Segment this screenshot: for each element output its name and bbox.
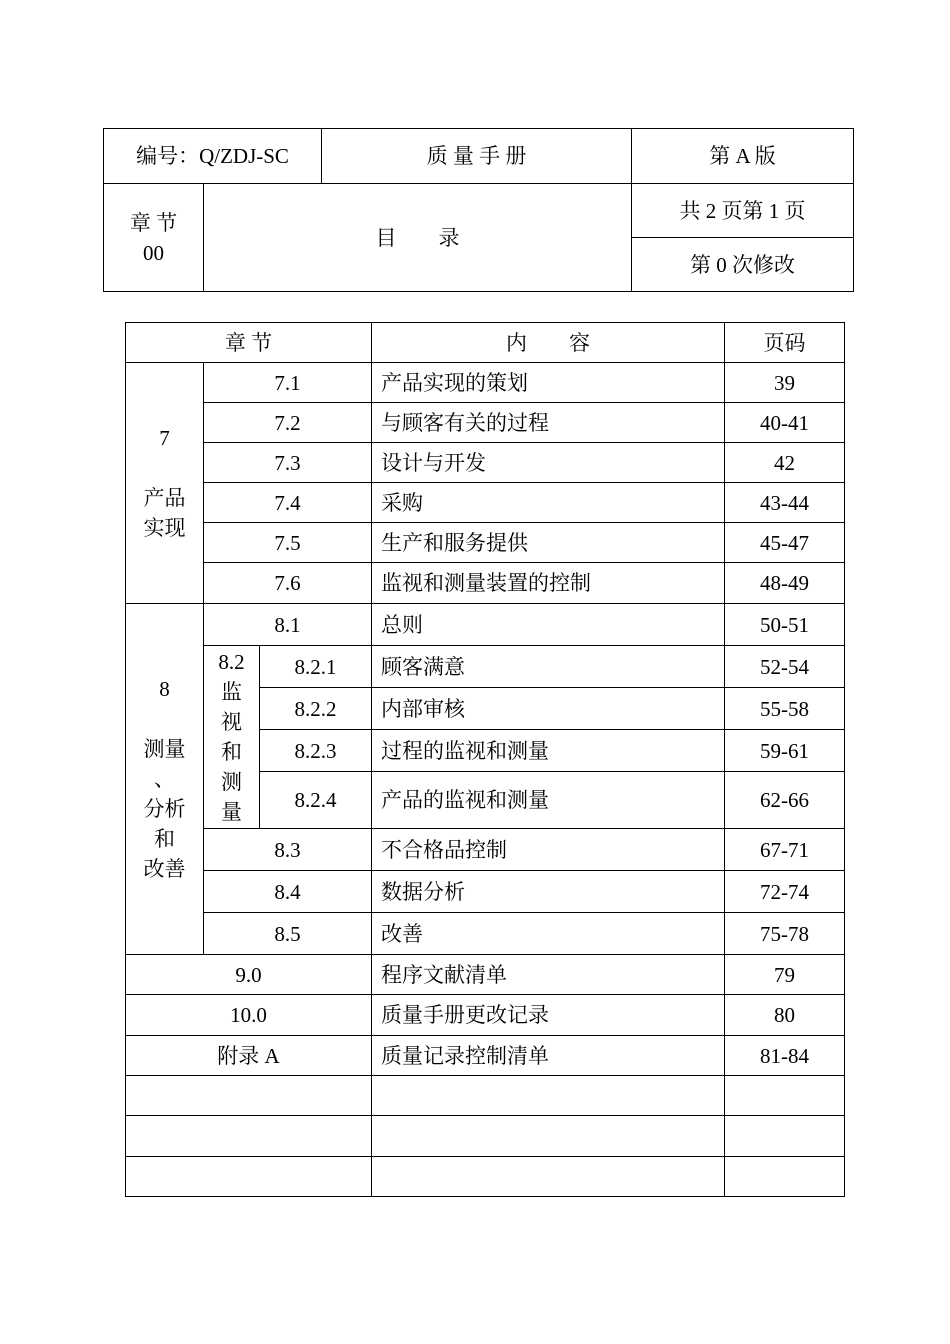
- empty-cell: [725, 1116, 845, 1157]
- section-content: 产品实现的策划: [372, 363, 725, 403]
- section-page: 81-84: [725, 1036, 845, 1076]
- section-content: 程序文献清单: [372, 955, 725, 995]
- toc-header-row: [126, 323, 845, 363]
- table-row: [126, 363, 845, 403]
- table-row: [126, 1036, 845, 1076]
- section-number: 7.5: [204, 523, 372, 563]
- section-number: 8.2.2: [260, 688, 372, 730]
- empty-row: [126, 1076, 845, 1116]
- subsection-8-2-cell: [204, 646, 260, 829]
- col-page-header: 页码: [725, 323, 845, 363]
- section-number: 8.2.1: [260, 646, 372, 688]
- section-content: 改善: [372, 913, 725, 955]
- section-page: 75-78: [725, 913, 845, 955]
- table-row: [126, 443, 845, 483]
- section-number: 7.4: [204, 483, 372, 523]
- subsection-8-2-char-4: 测: [221, 770, 242, 794]
- section-content: 过程的监视和测量: [372, 730, 725, 772]
- section-page: 67-71: [725, 829, 845, 871]
- table-row: [126, 523, 845, 563]
- section-page: 52-54: [725, 646, 845, 688]
- section-content: 与顾客有关的过程: [372, 403, 725, 443]
- subsection-8-2-char-1: 监: [221, 680, 242, 704]
- chapter-8-title-2: 、: [154, 767, 175, 791]
- section-page: 45-47: [725, 523, 845, 563]
- empty-row: [126, 1157, 845, 1197]
- manual-title: 质 量 手 册: [322, 129, 632, 184]
- empty-cell: [725, 1157, 845, 1197]
- table-row: [126, 646, 845, 688]
- chapter-8-title-5: 改善: [143, 857, 186, 881]
- table-row: [126, 403, 845, 443]
- empty-cell: [725, 1076, 845, 1116]
- chapter-cell: [104, 184, 204, 292]
- section-number: 7.6: [204, 563, 372, 604]
- chapter-7-number: 7: [159, 426, 170, 450]
- col-chapter-header: 章 节: [126, 323, 372, 363]
- subsection-8-2-char-3: 和: [221, 740, 242, 764]
- table-row: [126, 913, 845, 955]
- empty-cell: [372, 1157, 725, 1197]
- section-number: 7.1: [204, 363, 372, 403]
- section-page: 62-66: [725, 772, 845, 829]
- chapter-7-cell: [126, 363, 204, 604]
- section-page: 48-49: [725, 563, 845, 604]
- empty-row: [126, 1116, 845, 1157]
- header-table: [103, 128, 854, 292]
- revision: 第 0 次修改: [632, 238, 854, 292]
- section-page: 43-44: [725, 483, 845, 523]
- section-page: 50-51: [725, 604, 845, 646]
- chapter-8-title-3: 分析: [143, 797, 186, 821]
- section-number: 8.2.4: [260, 772, 372, 829]
- section-page: 42: [725, 443, 845, 483]
- section-content: 设计与开发: [372, 443, 725, 483]
- section-title: 目 录: [204, 184, 632, 292]
- section-number: 7.2: [204, 403, 372, 443]
- section-number: 7.3: [204, 443, 372, 483]
- empty-cell: [126, 1076, 372, 1116]
- section-page: 40-41: [725, 403, 845, 443]
- section-content: 数据分析: [372, 871, 725, 913]
- page-count: 共 2 页第 1 页: [632, 184, 854, 238]
- chapter-8-cell: [126, 604, 204, 955]
- section-number: 8.1: [204, 604, 372, 646]
- section-content: 质量手册更改记录: [372, 995, 725, 1036]
- table-row: [126, 563, 845, 604]
- section-content: 监视和测量装置的控制: [372, 563, 725, 604]
- section-page: 59-61: [725, 730, 845, 772]
- section-content: 内部审核: [372, 688, 725, 730]
- chapter-7-title-2: 实现: [143, 516, 186, 540]
- table-row: [126, 995, 845, 1036]
- empty-cell: [126, 1116, 372, 1157]
- table-row: [126, 955, 845, 995]
- table-row: [126, 483, 845, 523]
- section-page: 72-74: [725, 871, 845, 913]
- section-number: 8.4: [204, 871, 372, 913]
- section-content: 生产和服务提供: [372, 523, 725, 563]
- section-number: 9.0: [126, 955, 372, 995]
- chapter-8-number: 8: [159, 677, 170, 701]
- empty-cell: [372, 1116, 725, 1157]
- chapter-8-title-4: 和: [154, 827, 175, 851]
- empty-cell: [126, 1157, 372, 1197]
- section-content: 质量记录控制清单: [372, 1036, 725, 1076]
- chapter-label: 章 节: [129, 210, 178, 235]
- section-content: 采购: [372, 483, 725, 523]
- section-content: 不合格品控制: [372, 829, 725, 871]
- section-number: 10.0: [126, 995, 372, 1036]
- chapter-7-title-1: 产品: [143, 486, 186, 510]
- subsection-8-2-char-5: 量: [221, 800, 242, 824]
- section-content: 顾客满意: [372, 646, 725, 688]
- table-row: [126, 829, 845, 871]
- section-number: 附录 A: [126, 1036, 372, 1076]
- section-content: 总则: [372, 604, 725, 646]
- subsection-8-2-number: 8.2: [218, 650, 245, 674]
- section-page: 79: [725, 955, 845, 995]
- section-page: 55-58: [725, 688, 845, 730]
- chapter-number: 00: [143, 240, 164, 265]
- section-content: 产品的监视和测量: [372, 772, 725, 829]
- section-page: 39: [725, 363, 845, 403]
- edition: 第 A 版: [632, 129, 854, 184]
- empty-cell: [372, 1076, 725, 1116]
- table-row: [126, 871, 845, 913]
- section-number: 8.5: [204, 913, 372, 955]
- col-content-header: 内 容: [372, 323, 725, 363]
- chapter-8-title-1: 测量: [143, 737, 186, 761]
- section-page: 80: [725, 995, 845, 1036]
- section-number: 8.2.3: [260, 730, 372, 772]
- toc-table: [125, 322, 845, 1197]
- section-number: 8.3: [204, 829, 372, 871]
- subsection-8-2-char-2: 视: [221, 710, 242, 734]
- document-code: 编号：Q/ZDJ-SC: [104, 129, 322, 184]
- table-row: [126, 604, 845, 646]
